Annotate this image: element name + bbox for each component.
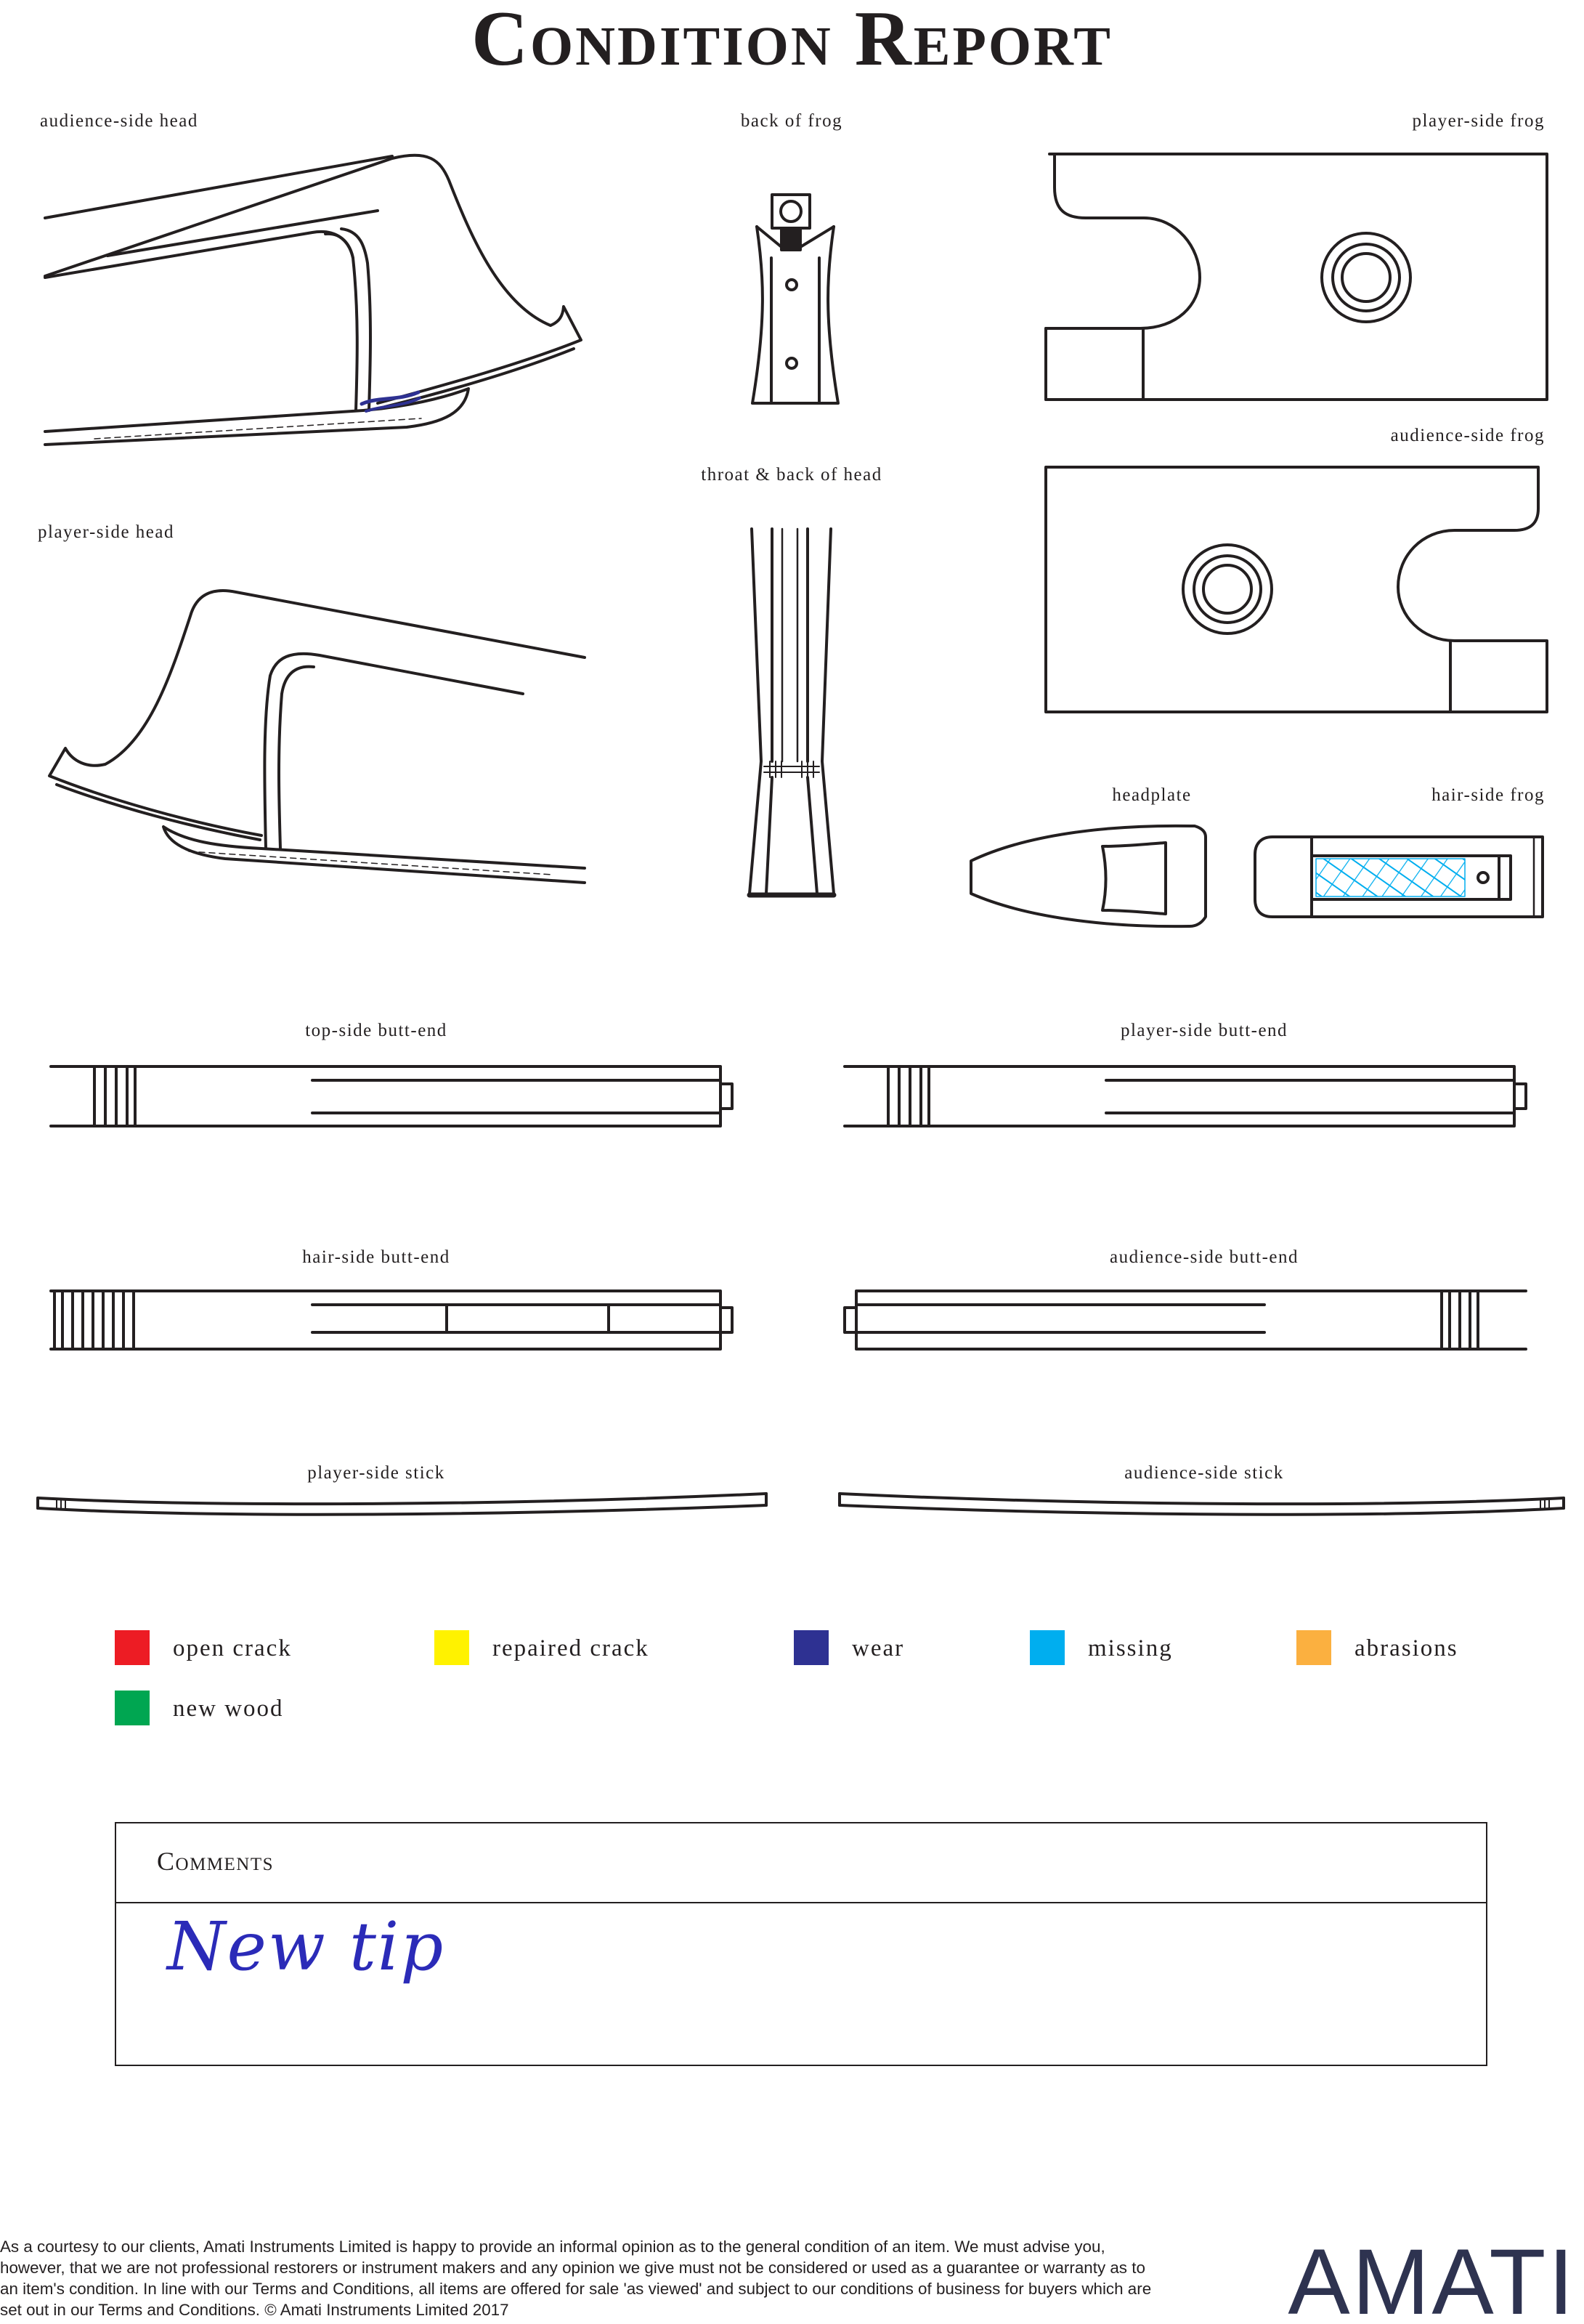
hair-side-butt-end-drawing — [51, 1291, 732, 1349]
label-top-side-butt-end: top-side butt-end — [305, 1021, 447, 1040]
legend-swatch-repaired-crack — [434, 1630, 469, 1665]
audience-side-stick-drawing — [840, 1494, 1564, 1515]
label-player-side-frog: player-side frog — [1412, 111, 1545, 131]
legend-swatch-new-wood — [115, 1691, 150, 1725]
legend-swatch-abrasions — [1296, 1630, 1331, 1665]
label-hair-side-butt-end: hair-side butt-end — [302, 1247, 450, 1267]
legend-swatch-missing — [1030, 1630, 1065, 1665]
label-audience-side-stick: audience-side stick — [1124, 1463, 1284, 1483]
audience-side-frog-drawing — [1046, 467, 1547, 712]
label-audience-side-head: audience-side head — [40, 111, 198, 131]
label-audience-side-butt-end: audience-side butt-end — [1110, 1247, 1299, 1267]
headplate-drawing — [971, 826, 1206, 926]
comments-handwritten-entry: New tip — [167, 1908, 445, 1985]
player-side-butt-end-drawing — [845, 1066, 1526, 1126]
legend-swatch-wear — [794, 1630, 829, 1665]
label-player-side-butt-end: player-side butt-end — [1120, 1021, 1288, 1040]
label-audience-side-frog: audience-side frog — [1390, 426, 1545, 445]
legend-label-wear: wear — [852, 1635, 905, 1661]
footer-disclaimer: As a courtesy to our clients, Amati Instruments Limited is happy to provide an informal opinion as to the general condition of an item. We must advise you, however, that we are not professional restorers or instrument makers and any opinion we give must not be considered or used as a guarantee or warranty as to an item's condition. In line with our Terms and Conditions, all items are offered for sale 'as viewed' and subject to our conditions of business for buyers which are set out in our Terms and Conditions. © Amati Instruments Limited 2017 — [0, 2238, 1152, 2319]
comments-box — [115, 1822, 1487, 2066]
label-hair-side-frog: hair-side frog — [1431, 785, 1545, 805]
label-throat-back-of-head: throat & back of head — [701, 465, 882, 485]
label-player-side-head: player-side head — [38, 522, 175, 542]
label-back-of-frog: back of frog — [740, 111, 843, 131]
legend-label-repaired-crack: repaired crack — [492, 1635, 649, 1661]
legend-label-new-wood: new wood — [173, 1696, 284, 1722]
throat-back-of-head-drawing — [750, 529, 834, 895]
audience-side-butt-end-drawing — [845, 1291, 1526, 1349]
comments-heading: Comments — [157, 1847, 275, 1876]
legend-label-abrasions: abrasions — [1354, 1635, 1458, 1661]
page-title: Condition Report — [471, 0, 1113, 82]
hair-side-frog-drawing — [1255, 837, 1543, 917]
label-player-side-stick: player-side stick — [307, 1463, 445, 1483]
top-side-butt-end-drawing — [51, 1066, 732, 1126]
player-side-frog-drawing — [1046, 154, 1547, 400]
legend-swatch-open-crack — [115, 1630, 150, 1665]
player-side-head-drawing — [49, 591, 585, 883]
legend-label-missing: missing — [1088, 1635, 1173, 1661]
player-side-stick-drawing — [38, 1494, 766, 1515]
legend-label-open-crack: open crack — [173, 1635, 292, 1661]
comments-header — [116, 1823, 1486, 1903]
label-headplate: headplate — [1112, 785, 1192, 805]
audience-side-head-drawing — [45, 155, 581, 445]
amati-logo: AMATI — [1288, 2230, 1576, 2324]
back-of-frog-drawing — [752, 195, 838, 403]
